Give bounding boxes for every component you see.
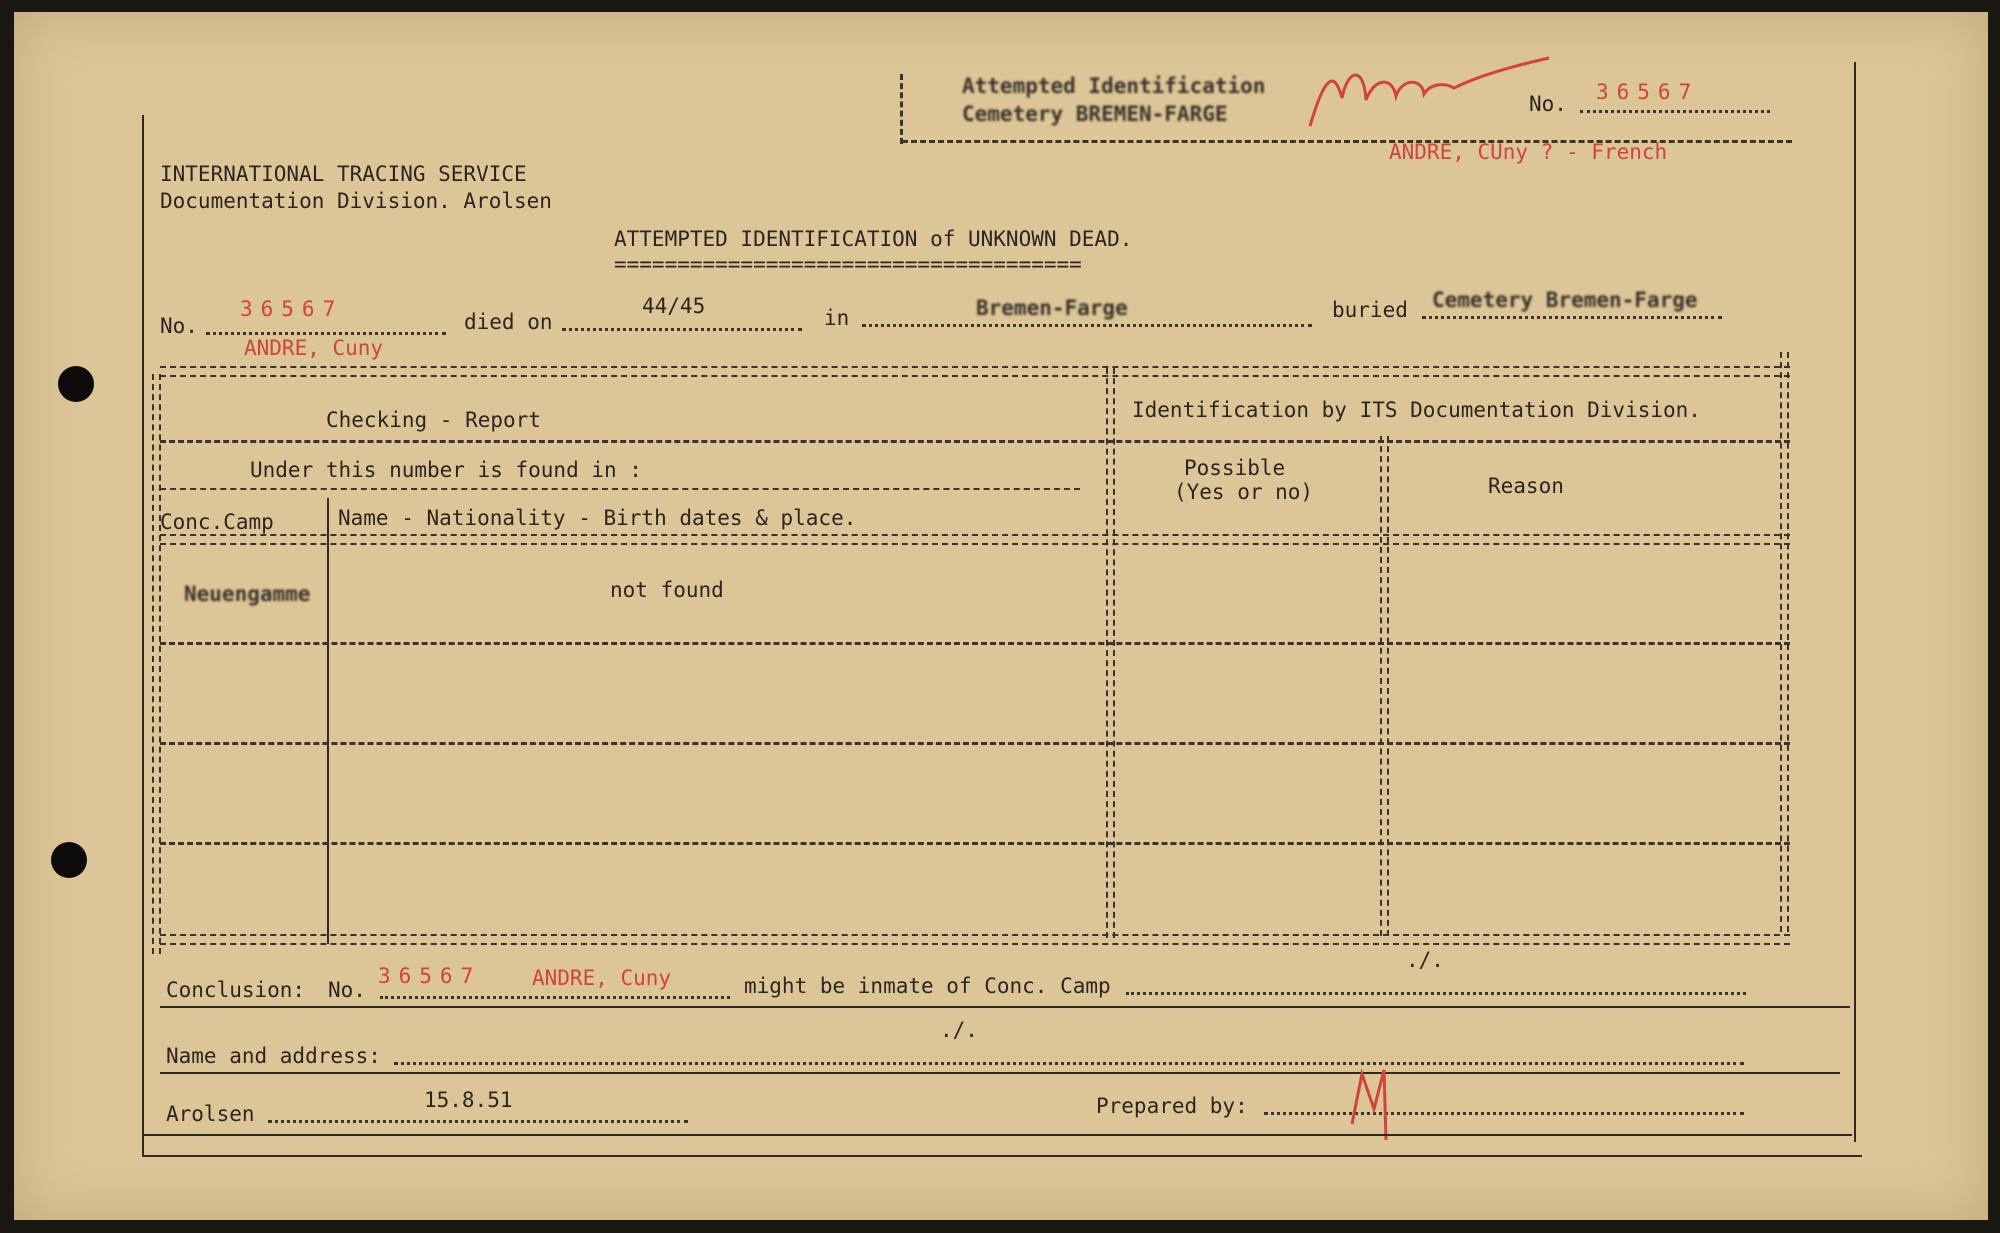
conclusion-camp-dots [1126, 992, 1746, 995]
left-border [142, 115, 144, 1155]
in-value: Bremen-Farge [976, 296, 1128, 320]
buried-dots [1422, 316, 1722, 319]
header-name: ANDRE, CUny ? - French [1389, 140, 1668, 164]
buried-label: buried [1332, 298, 1408, 322]
table-left-border [152, 374, 161, 954]
under-number-label: Under this number is found in : [250, 458, 642, 482]
top-number-value: 36567 [1596, 80, 1700, 104]
red-initial-signature [1344, 1054, 1404, 1144]
row1-camp: Neuengamme [184, 582, 311, 606]
reason-heading: Reason [1488, 474, 1564, 498]
prepared-by-label: Prepared by: [1096, 1094, 1248, 1118]
name-address-label: Name and address: [166, 1044, 381, 1068]
conclusion-label: Conclusion: [166, 978, 306, 1002]
index-card [14, 12, 1988, 1220]
row1-result: not found [610, 578, 724, 602]
conclusion-text: might be inmate of Conc. Camp [744, 974, 1111, 998]
name-address-value: ./. [940, 1018, 978, 1042]
footer-date: 15.8.51 [424, 1088, 513, 1112]
in-label: in [824, 306, 850, 330]
conclusion-no-label: No. [328, 978, 366, 1002]
col-camp-heading: Conc.Camp [160, 510, 274, 534]
identification-heading: Identification by ITS Documentation Division. [1132, 398, 1701, 422]
row-rule-2 [160, 742, 1790, 745]
under-number-rule [160, 488, 1080, 490]
stamp-line-1: Attempted Identification [962, 74, 1266, 98]
died-label: died on [464, 310, 553, 334]
footer-place: Arolsen [166, 1102, 255, 1126]
agency-line-1: INTERNATIONAL TRACING SERVICE [160, 162, 527, 186]
record-no-label: No. [160, 314, 198, 338]
table-bottom-border [160, 934, 1790, 945]
table-top-border [160, 366, 1790, 377]
bottom-border [142, 1155, 1862, 1157]
died-value: 44/45 [642, 294, 706, 318]
col-name-heading: Name - Nationality - Birth dates & place. [338, 506, 857, 530]
died-dots [562, 328, 802, 331]
name-address-rule [160, 1072, 1840, 1074]
record-no-value: 36567 [240, 297, 344, 321]
punch-hole-top [58, 366, 94, 402]
footer-rule [142, 1134, 1852, 1136]
name-address-dots [394, 1062, 1744, 1065]
punch-hole-bottom [51, 842, 87, 878]
agency-line-2: Documentation Division. Arolsen [160, 189, 552, 213]
stamp-bracket [900, 74, 903, 144]
yes-no-heading: (Yes or no) [1174, 480, 1314, 504]
top-number-label: No. [1529, 92, 1567, 116]
checking-report-heading: Checking - Report [326, 408, 541, 432]
title-underline: ===================================== [614, 252, 1082, 276]
table-divider-camp [327, 498, 329, 944]
form-title: ATTEMPTED IDENTIFICATION of UNKNOWN DEAD. [614, 227, 1133, 251]
conclusion-camp-value: ./. [1406, 948, 1444, 972]
table-divider-main [1106, 368, 1115, 938]
conclusion-no-value: 36567 [378, 964, 482, 988]
top-number-dots [1580, 110, 1770, 113]
record-no-dots [206, 332, 446, 335]
conclusion-name: ANDRE, Cuny [532, 966, 672, 990]
column-header-rule [160, 534, 1790, 545]
red-signature-scrawl [1304, 48, 1554, 138]
row-rule-3 [160, 842, 1790, 845]
row-rule-1 [160, 642, 1790, 645]
prepared-by-dots [1264, 1112, 1744, 1115]
stamp-line-2: Cemetery BREMEN-FARGE [962, 102, 1228, 126]
buried-value: Cemetery Bremen-Farge [1432, 288, 1698, 312]
record-name: ANDRE, Cuny [244, 336, 384, 360]
right-border [1854, 62, 1856, 1142]
possible-heading: Possible [1184, 456, 1286, 480]
footer-place-dots [268, 1120, 688, 1123]
conclusion-rule [160, 1006, 1850, 1008]
conclusion-no-dots [380, 996, 730, 999]
in-dots [862, 324, 1312, 327]
table-divider-reason [1380, 436, 1389, 936]
header-rule [160, 440, 1790, 443]
